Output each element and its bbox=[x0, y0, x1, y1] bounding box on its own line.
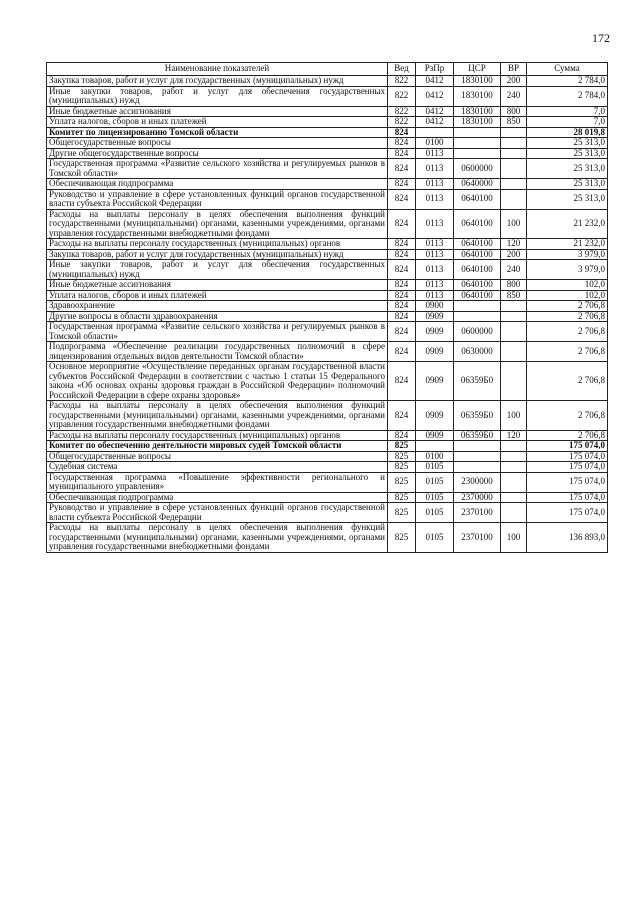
cell-csr: 1830100 bbox=[454, 76, 501, 87]
cell-vr bbox=[501, 311, 527, 322]
cell-rzpr: 0105 bbox=[416, 503, 454, 523]
cell-vr: 240 bbox=[501, 86, 527, 106]
cell-sum: 2 706,8 bbox=[527, 362, 608, 401]
cell-sum: 25 313,0 bbox=[527, 189, 608, 209]
table-row bbox=[47, 430, 608, 441]
table-header-row bbox=[47, 63, 608, 76]
cell-ved: 825 bbox=[388, 462, 416, 473]
cell-rzpr: 0900 bbox=[416, 301, 454, 312]
cell-sum: 2 706,8 bbox=[527, 401, 608, 431]
cell-ved: 825 bbox=[388, 503, 416, 523]
cell-vr bbox=[501, 462, 527, 473]
table-row bbox=[47, 86, 608, 106]
cell-vr: 800 bbox=[501, 106, 527, 117]
table-row bbox=[47, 239, 608, 250]
cell-ved: 825 bbox=[388, 472, 416, 492]
cell-rzpr bbox=[416, 127, 454, 138]
cell-rzpr: 0113 bbox=[416, 148, 454, 159]
cell-csr: 2370100 bbox=[454, 503, 501, 523]
cell-sum: 102,0 bbox=[527, 280, 608, 291]
table-row bbox=[47, 401, 608, 431]
table-row bbox=[47, 322, 608, 342]
cell-vr: 800 bbox=[501, 280, 527, 291]
table-row bbox=[47, 523, 608, 553]
cell-sum: 2 706,8 bbox=[527, 301, 608, 312]
cell-ved: 822 bbox=[388, 117, 416, 128]
cell-csr: 2300000 bbox=[454, 472, 501, 492]
cell-csr: 0640100 bbox=[454, 249, 501, 260]
cell-vr bbox=[501, 441, 527, 452]
cell-sum: 2 706,8 bbox=[527, 430, 608, 441]
cell-vr bbox=[501, 472, 527, 492]
budget-table bbox=[46, 62, 608, 553]
cell-name: Расходы на выплаты персоналу в целях обеспечения выполнения функций государственными (муниципальными) органами, казенными учреждениями, органами управления государственными внебюджетными фондами bbox=[47, 209, 388, 239]
cell-sum: 2 784,0 bbox=[527, 76, 608, 87]
cell-vr: 120 bbox=[501, 430, 527, 441]
cell-rzpr: 0105 bbox=[416, 492, 454, 503]
cell-sum: 7,0 bbox=[527, 117, 608, 128]
cell-rzpr: 0909 bbox=[416, 430, 454, 441]
table-row bbox=[47, 117, 608, 128]
table-row bbox=[47, 260, 608, 280]
cell-sum: 21 232,0 bbox=[527, 209, 608, 239]
cell-csr bbox=[454, 127, 501, 138]
cell-csr: 2370000 bbox=[454, 492, 501, 503]
table-row bbox=[47, 342, 608, 362]
table-row bbox=[47, 159, 608, 179]
cell-rzpr bbox=[416, 441, 454, 452]
cell-vr bbox=[501, 159, 527, 179]
cell-rzpr: 0100 bbox=[416, 451, 454, 462]
cell-vr bbox=[501, 127, 527, 138]
cell-ved: 825 bbox=[388, 441, 416, 452]
cell-name: Иные закупки товаров, работ и услуг для обеспечения государственных (муниципальных) нужд bbox=[47, 260, 388, 280]
cell-name: Уплата налогов, сборов и иных платежей bbox=[47, 117, 388, 128]
cell-vr bbox=[501, 451, 527, 462]
cell-vr: 240 bbox=[501, 260, 527, 280]
cell-rzpr: 0113 bbox=[416, 260, 454, 280]
cell-vr bbox=[501, 362, 527, 401]
cell-csr: 0640100 bbox=[454, 239, 501, 250]
cell-sum: 175 074,0 bbox=[527, 503, 608, 523]
cell-csr: 0640100 bbox=[454, 290, 501, 301]
cell-sum: 25 313,0 bbox=[527, 148, 608, 159]
cell-ved: 824 bbox=[388, 322, 416, 342]
table-row bbox=[47, 138, 608, 149]
cell-csr: 0640100 bbox=[454, 189, 501, 209]
table-row bbox=[47, 76, 608, 87]
cell-name: Другие вопросы в области здравоохранения bbox=[47, 311, 388, 322]
cell-name: Руководство и управление в сфере установленных функций органов государственной власти субъекта Российской Федерации bbox=[47, 503, 388, 523]
header-csr: ЦСР bbox=[454, 63, 501, 76]
cell-sum: 102,0 bbox=[527, 290, 608, 301]
cell-vr: 200 bbox=[501, 76, 527, 87]
cell-sum: 28 019,8 bbox=[527, 127, 608, 138]
cell-ved: 824 bbox=[388, 301, 416, 312]
table-row bbox=[47, 209, 608, 239]
cell-vr bbox=[501, 322, 527, 342]
cell-rzpr: 0412 bbox=[416, 76, 454, 87]
cell-rzpr: 0113 bbox=[416, 280, 454, 291]
cell-sum: 136 893,0 bbox=[527, 523, 608, 553]
cell-csr bbox=[454, 301, 501, 312]
cell-csr: 0630000 bbox=[454, 342, 501, 362]
cell-name: Иные бюджетные ассигнования bbox=[47, 280, 388, 291]
cell-vr bbox=[501, 301, 527, 312]
cell-rzpr: 0105 bbox=[416, 523, 454, 553]
cell-csr bbox=[454, 138, 501, 149]
table-row bbox=[47, 462, 608, 473]
cell-name: Общегосударственные вопросы bbox=[47, 451, 388, 462]
cell-vr bbox=[501, 179, 527, 190]
cell-rzpr: 0412 bbox=[416, 117, 454, 128]
cell-rzpr: 0909 bbox=[416, 362, 454, 401]
cell-sum: 2 784,0 bbox=[527, 86, 608, 106]
cell-rzpr: 0909 bbox=[416, 322, 454, 342]
cell-rzpr: 0113 bbox=[416, 290, 454, 301]
cell-ved: 824 bbox=[388, 148, 416, 159]
cell-ved: 824 bbox=[388, 179, 416, 190]
cell-rzpr: 0113 bbox=[416, 189, 454, 209]
cell-csr bbox=[454, 451, 501, 462]
cell-name: Закупка товаров, работ и услуг для государственных (муниципальных) нужд bbox=[47, 76, 388, 87]
cell-sum: 25 313,0 bbox=[527, 179, 608, 190]
cell-csr: 1830100 bbox=[454, 86, 501, 106]
cell-vr: 100 bbox=[501, 209, 527, 239]
cell-name: Расходы на выплаты персоналу в целях обеспечения выполнения функций государственными (муниципальными) органами, казенными учреждениями, органами управления государственными внебюджетными фондами bbox=[47, 523, 388, 553]
cell-sum: 2 706,8 bbox=[527, 322, 608, 342]
header-ved: Вед bbox=[388, 63, 416, 76]
cell-ved: 824 bbox=[388, 159, 416, 179]
cell-name: Основное мероприятие «Осуществление переданных органам государственной власти субъектов Российской Федерации в соответствии с частью 1 статьи 15 Федерального закона «Об основах охраны здоровья граждан в Российской Федерации» полномочий Российской Федерации в сфере охраны здоровья» bbox=[47, 362, 388, 401]
header-name: Наименование показателей bbox=[47, 63, 388, 76]
cell-csr bbox=[454, 441, 501, 452]
cell-vr: 850 bbox=[501, 290, 527, 301]
cell-rzpr: 0100 bbox=[416, 138, 454, 149]
table-body bbox=[47, 76, 608, 553]
cell-rzpr: 0113 bbox=[416, 239, 454, 250]
cell-csr: 06359Б0 bbox=[454, 401, 501, 431]
cell-name: Иные закупки товаров, работ и услуг для обеспечения государственных (муниципальных) нужд bbox=[47, 86, 388, 106]
cell-ved: 824 bbox=[388, 260, 416, 280]
cell-csr: 0640000 bbox=[454, 179, 501, 190]
cell-vr bbox=[501, 138, 527, 149]
table-row bbox=[47, 249, 608, 260]
cell-csr: 0600000 bbox=[454, 322, 501, 342]
table-row bbox=[47, 148, 608, 159]
cell-csr: 1830100 bbox=[454, 106, 501, 117]
page-number: 172 bbox=[592, 31, 610, 45]
cell-rzpr: 0113 bbox=[416, 209, 454, 239]
cell-ved: 824 bbox=[388, 138, 416, 149]
cell-sum: 3 979,0 bbox=[527, 260, 608, 280]
table-row bbox=[47, 290, 608, 301]
cell-sum: 175 074,0 bbox=[527, 492, 608, 503]
cell-name: Иные бюджетные ассигнования bbox=[47, 106, 388, 117]
cell-ved: 824 bbox=[388, 290, 416, 301]
header-vr: ВР bbox=[501, 63, 527, 76]
header-sum: Сумма bbox=[527, 63, 608, 76]
table-row bbox=[47, 492, 608, 503]
cell-sum: 2 706,8 bbox=[527, 311, 608, 322]
cell-rzpr: 0909 bbox=[416, 342, 454, 362]
cell-rzpr: 0113 bbox=[416, 159, 454, 179]
cell-ved: 825 bbox=[388, 451, 416, 462]
cell-name: Государственная программа «Развитие сельского хозяйства и регулируемых рынков в Томской области» bbox=[47, 322, 388, 342]
cell-vr: 200 bbox=[501, 249, 527, 260]
table-row bbox=[47, 362, 608, 401]
cell-name: Государственная программа «Повышение эффективности регионального и муниципального управления» bbox=[47, 472, 388, 492]
cell-csr bbox=[454, 462, 501, 473]
cell-vr: 100 bbox=[501, 401, 527, 431]
table-row bbox=[47, 127, 608, 138]
cell-name: Обеспечивающая подпрограмма bbox=[47, 179, 388, 190]
cell-csr: 06359Б0 bbox=[454, 362, 501, 401]
cell-vr bbox=[501, 342, 527, 362]
cell-vr: 850 bbox=[501, 117, 527, 128]
cell-rzpr: 0113 bbox=[416, 249, 454, 260]
cell-name: Обеспечивающая подпрограмма bbox=[47, 492, 388, 503]
cell-csr: 0640100 bbox=[454, 280, 501, 291]
cell-vr bbox=[501, 492, 527, 503]
cell-name: Государственная программа «Развитие сельского хозяйства и регулируемых рынков в Томской области» bbox=[47, 159, 388, 179]
cell-name: Закупка товаров, работ и услуг для государственных (муниципальных) нужд bbox=[47, 249, 388, 260]
cell-rzpr: 0909 bbox=[416, 401, 454, 431]
cell-ved: 824 bbox=[388, 239, 416, 250]
table-row bbox=[47, 451, 608, 462]
cell-ved: 824 bbox=[388, 342, 416, 362]
cell-rzpr: 0412 bbox=[416, 86, 454, 106]
cell-name: Общегосударственные вопросы bbox=[47, 138, 388, 149]
cell-ved: 824 bbox=[388, 362, 416, 401]
cell-vr bbox=[501, 503, 527, 523]
cell-vr bbox=[501, 148, 527, 159]
table-row bbox=[47, 280, 608, 291]
cell-csr: 06359Б0 bbox=[454, 430, 501, 441]
cell-rzpr: 0105 bbox=[416, 462, 454, 473]
cell-ved: 822 bbox=[388, 76, 416, 87]
cell-ved: 824 bbox=[388, 209, 416, 239]
cell-ved: 824 bbox=[388, 189, 416, 209]
cell-ved: 824 bbox=[388, 311, 416, 322]
cell-vr: 120 bbox=[501, 239, 527, 250]
cell-name: Комитет по лицензированию Томской области bbox=[47, 127, 388, 138]
cell-rzpr: 0105 bbox=[416, 472, 454, 492]
cell-csr: 1830100 bbox=[454, 117, 501, 128]
cell-csr bbox=[454, 148, 501, 159]
table-row bbox=[47, 189, 608, 209]
cell-name: Другие общегосударственные вопросы bbox=[47, 148, 388, 159]
cell-rzpr: 0113 bbox=[416, 179, 454, 190]
cell-ved: 824 bbox=[388, 127, 416, 138]
cell-name: Расходы на выплаты персоналу государственных (муниципальных) органов bbox=[47, 239, 388, 250]
cell-name: Расходы на выплаты персоналу государственных (муниципальных) органов bbox=[47, 430, 388, 441]
cell-csr bbox=[454, 311, 501, 322]
cell-sum: 175 074,0 bbox=[527, 451, 608, 462]
table-row bbox=[47, 441, 608, 452]
cell-ved: 825 bbox=[388, 523, 416, 553]
cell-ved: 822 bbox=[388, 106, 416, 117]
cell-sum: 175 074,0 bbox=[527, 472, 608, 492]
cell-ved: 824 bbox=[388, 430, 416, 441]
cell-rzpr: 0909 bbox=[416, 311, 454, 322]
cell-csr: 0640100 bbox=[454, 209, 501, 239]
cell-vr bbox=[501, 189, 527, 209]
cell-sum: 25 313,0 bbox=[527, 159, 608, 179]
cell-sum: 3 979,0 bbox=[527, 249, 608, 260]
header-rzpr: РзПр bbox=[416, 63, 454, 76]
cell-name: Руководство и управление в сфере установленных функций органов государственной власти субъекта Российской Федерации bbox=[47, 189, 388, 209]
cell-ved: 824 bbox=[388, 401, 416, 431]
table-row bbox=[47, 179, 608, 190]
cell-sum: 2 706,8 bbox=[527, 342, 608, 362]
cell-ved: 824 bbox=[388, 280, 416, 291]
cell-sum: 21 232,0 bbox=[527, 239, 608, 250]
cell-rzpr: 0412 bbox=[416, 106, 454, 117]
cell-sum: 175 074,0 bbox=[527, 441, 608, 452]
cell-vr: 100 bbox=[501, 523, 527, 553]
cell-name: Комитет по обеспечению деятельности мировых судей Томской области bbox=[47, 441, 388, 452]
table-row bbox=[47, 106, 608, 117]
cell-csr: 2370100 bbox=[454, 523, 501, 553]
cell-ved: 824 bbox=[388, 249, 416, 260]
cell-csr: 0640100 bbox=[454, 260, 501, 280]
table-row bbox=[47, 503, 608, 523]
table-row bbox=[47, 301, 608, 312]
cell-sum: 7,0 bbox=[527, 106, 608, 117]
cell-name: Подпрограмма «Обеспечение реализации государственных полномочий в сфере лицензирования отдельных видов деятельности Томской области» bbox=[47, 342, 388, 362]
cell-csr: 0600000 bbox=[454, 159, 501, 179]
table-row bbox=[47, 311, 608, 322]
cell-name: Расходы на выплаты персоналу в целях обеспечения выполнения функций государственными (муниципальными) органами, казенными учреждениями, органами управления государственными внебюджетными фондами bbox=[47, 401, 388, 431]
cell-name: Здравоохранение bbox=[47, 301, 388, 312]
cell-ved: 822 bbox=[388, 86, 416, 106]
cell-name: Уплата налогов, сборов и иных платежей bbox=[47, 290, 388, 301]
cell-sum: 175 074,0 bbox=[527, 462, 608, 473]
cell-ved: 825 bbox=[388, 492, 416, 503]
cell-name: Судебная система bbox=[47, 462, 388, 473]
table-row bbox=[47, 472, 608, 492]
cell-sum: 25 313,0 bbox=[527, 138, 608, 149]
